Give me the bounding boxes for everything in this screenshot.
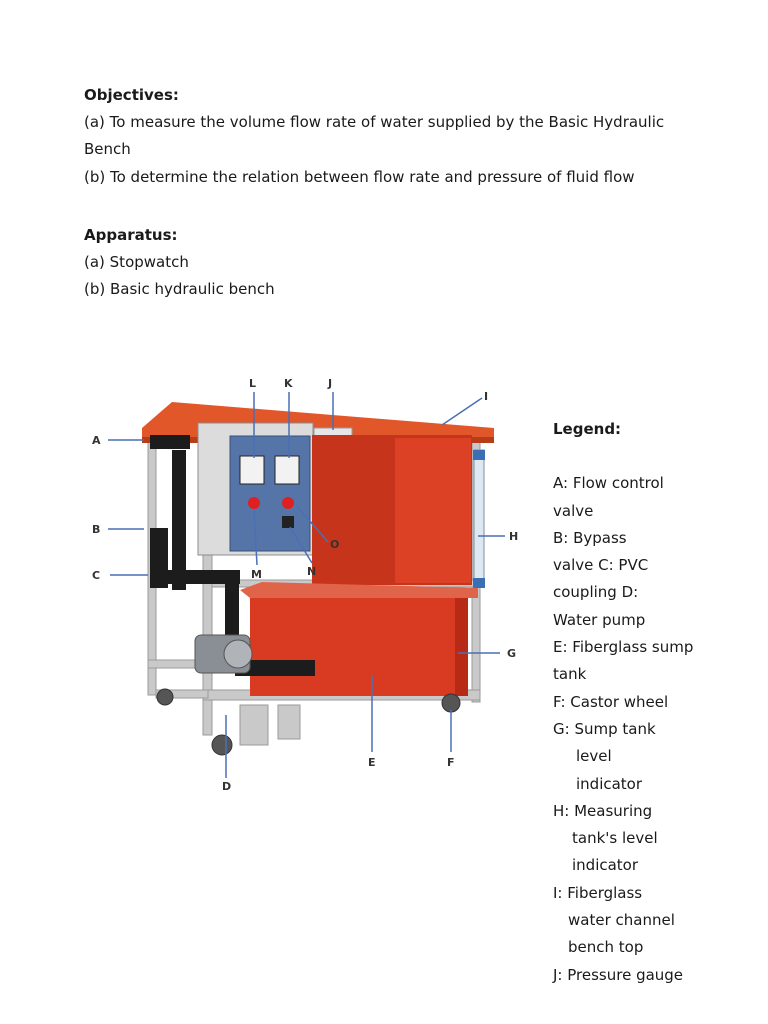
callout-b: B — [92, 523, 101, 536]
legend-line: tank's level — [572, 829, 658, 848]
callout-d: D — [222, 780, 232, 793]
apparatus-heading: Apparatus: — [84, 226, 178, 244]
callout-g: G — [507, 647, 517, 660]
legend-line: A: Flow control — [553, 474, 664, 493]
measuring-level-indicator — [473, 450, 485, 588]
callout-l: L — [249, 377, 257, 390]
callout-c: C — [92, 569, 101, 582]
sump-tank — [240, 582, 478, 696]
callout-i: I — [484, 390, 489, 403]
objective-a-continued: Bench — [84, 140, 131, 158]
measuring-tank — [312, 435, 472, 585]
legend-line: water channel — [568, 911, 675, 930]
legend-line: E: Fiberglass sump — [553, 638, 694, 657]
callout-j: J — [328, 377, 333, 390]
callout-f: F — [447, 756, 455, 769]
legend-line: level — [576, 747, 612, 766]
legend — [553, 416, 693, 989]
callout-k: K — [284, 377, 293, 390]
legend-line: F: Castor wheel — [553, 692, 669, 711]
legend-line: indicator — [572, 856, 639, 875]
legend-line: Water pump — [553, 610, 646, 629]
callout-m: M — [251, 568, 262, 581]
apparatus-item-stopwatch: (a) Stopwatch — [84, 253, 189, 271]
callout-a: A — [92, 434, 101, 447]
apparatus-item-hydraulic-bench: (b) Basic hydraulic bench — [84, 280, 275, 298]
water-pump — [195, 635, 252, 673]
callout-e: E — [368, 756, 376, 769]
legend-line: bench top — [568, 938, 644, 957]
legend-line: H: Measuring — [553, 801, 653, 820]
legend-line: I: Fiberglass — [553, 883, 643, 902]
legend-line: valve — [553, 501, 594, 520]
objective-b: (b) To determine the relation between flow rate and pressure of fluid flow — [84, 168, 635, 186]
legend-line: J: Pressure gauge — [553, 965, 684, 984]
legend-line: valve C: PVC — [553, 556, 649, 575]
legend-line: tank — [553, 665, 587, 684]
legend-line: B: Bypass — [553, 528, 627, 547]
callout-n: N — [307, 565, 317, 578]
objective-a: (a) To measure the volume flow rate of water supplied by the Basic Hydraulic — [84, 113, 665, 131]
legend-heading: Legend: — [553, 420, 622, 438]
callout-o: O — [330, 538, 340, 551]
objectives-heading: Objectives: — [84, 86, 179, 104]
callout-h: H — [509, 530, 519, 543]
legend-line: indicator — [576, 774, 643, 793]
legend-line: coupling D: — [553, 583, 639, 602]
legend-line: G: Sump tank — [553, 719, 656, 738]
